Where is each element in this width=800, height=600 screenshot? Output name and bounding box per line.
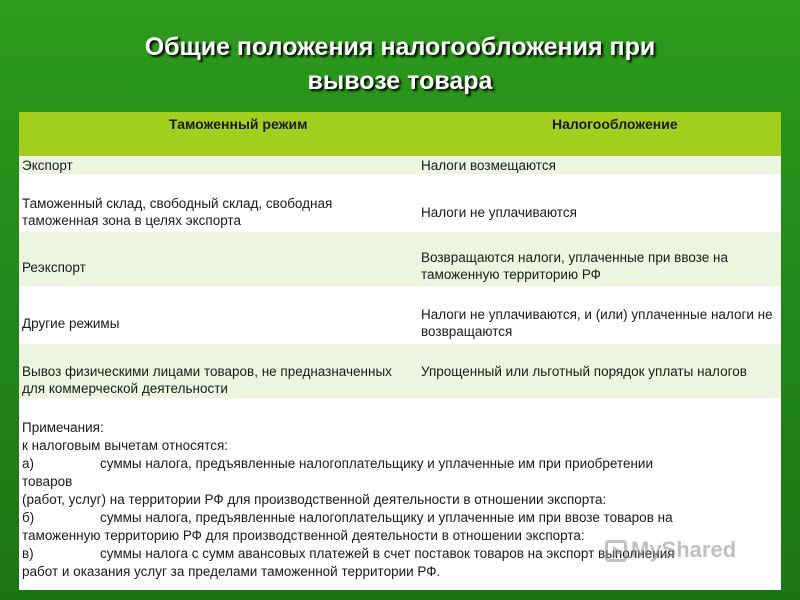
title-line-2: вывозе товара <box>307 67 493 95</box>
note-v <box>22 545 675 563</box>
table-row <box>19 176 781 230</box>
table-row <box>19 344 781 398</box>
note-a-cont2: (работ, услуг) на территории РФ для производственной деятельности в отношении экспорта: <box>22 492 607 507</box>
play-icon <box>605 540 627 562</box>
notes-intro: к налоговым вычетам относятся: <box>22 438 229 453</box>
note-b-marker: б) <box>22 510 35 525</box>
cell-regime: Реэкспорт <box>22 260 86 275</box>
watermark-logo <box>605 537 736 563</box>
note-b-text: суммы налога, предъявленные налогоплательщику и уплаченные им при ввозе товаров на <box>100 510 673 525</box>
page-title <box>0 30 800 98</box>
note-b <box>22 509 673 527</box>
watermark-text: MyShared <box>631 537 737 562</box>
note-a-text: суммы налога, предъявленные налогоплательщику и уплаченные им при приобретении <box>100 456 654 471</box>
header-taxation: Налогообложение <box>552 116 678 132</box>
table-row <box>19 156 781 174</box>
table-row <box>19 232 781 286</box>
note-v-cont: работ и оказания услуг за пределами таможенной территории РФ. <box>22 564 441 579</box>
cell-tax: Налоги не уплачиваются <box>421 205 577 220</box>
cell-regime: Другие режимы <box>22 316 120 331</box>
header-customs-regime: Таможенный режим <box>169 116 308 132</box>
note-a-marker: а) <box>22 456 35 471</box>
note-v-marker: в) <box>22 546 34 561</box>
title-line-1: Общие положения налогообложения при <box>144 33 656 61</box>
taxation-table <box>19 112 781 590</box>
cell-tax: Налоги возмещаются <box>421 158 556 173</box>
cell-regime: Вывоз физическими лицами товаров, не предназначенных для коммерческой деятельности <box>22 364 392 396</box>
cell-regime: Таможенный склад, свободный склад, свободная таможенная зона в целях экспорта <box>22 196 333 228</box>
note-a-cont: товаров <box>22 474 73 489</box>
cell-tax: Налоги не уплачиваются, и (или) уплаченные налоги не возвращаются <box>421 307 773 339</box>
note-v-text: суммы налога с сумм авансовых платежей в счет поставок товаров на экспорт выполнения <box>100 546 675 561</box>
table-header <box>19 112 781 156</box>
cell-regime: Экспорт <box>22 158 73 173</box>
cell-tax: Упрощенный или льготный порядок уплаты налогов <box>421 364 747 379</box>
note-a <box>22 455 653 473</box>
notes-heading: Примечания: <box>22 420 104 435</box>
table-row <box>19 288 781 342</box>
cell-tax: Возвращаются налоги, уплаченные при ввозе на таможенную территорию РФ <box>421 250 728 282</box>
note-b-cont: таможенную территорию РФ для производственной деятельности в отношении экспорта: <box>22 528 585 543</box>
